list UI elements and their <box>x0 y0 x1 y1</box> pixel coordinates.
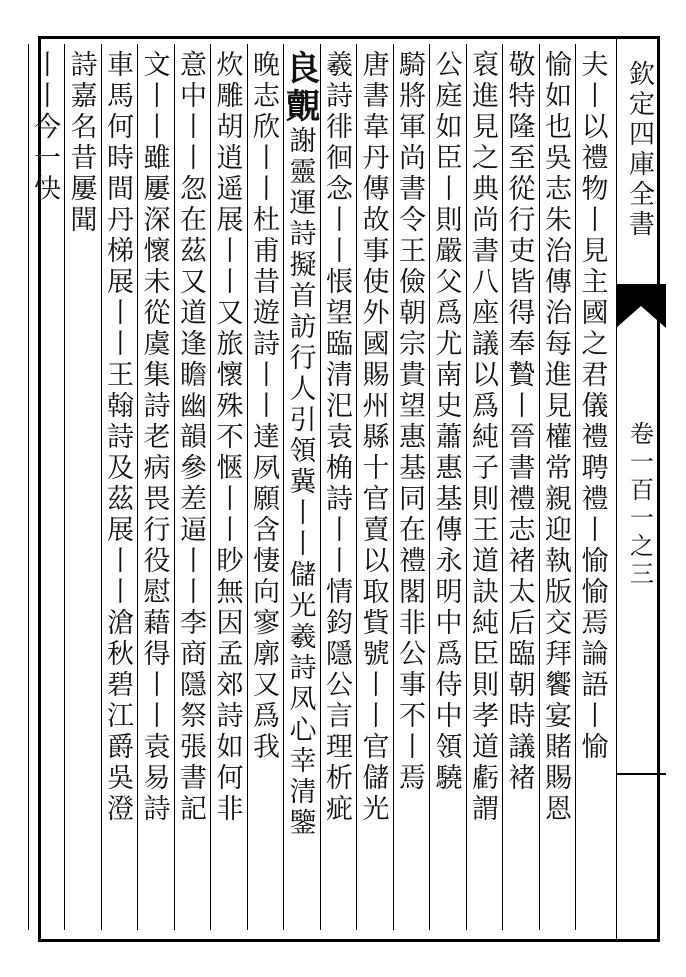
text-column-4: 裒 進 見 之 典 尚 書 八 座 議 以 爲 純 子 則 王 道 訣 純 臣 則 孝 道 虧 謂 <box>472 50 500 825</box>
text-column-15: 詩 嘉 名 昔 屢 聞 <box>70 50 99 236</box>
text-column-9: 良 覿 謝 靈 運 詩 擬 首 訪 行 人 引 領 冀 丨 丨 儲 光 羲 詩 凤 心 幸 清 鑒 <box>286 49 321 839</box>
column-rule <box>28 44 29 930</box>
text-column-2: 愉 如 也 吳 志 朱 治 傳 治 每 進 見 權 常 親 迎 執 版 交 拜 饗 宴 賭 賜 恩 <box>545 50 573 825</box>
volume-label: 卷一百一之三 <box>630 420 654 588</box>
text-column-1: 夫 丨 以 禮 物 丨 見 主 國 之 君 儀 禮 聘 禮 丨 愉 愉 焉 論 語 丨 愉 <box>581 50 610 763</box>
fish-tail-mark <box>616 284 666 344</box>
bottom-bracket-mark <box>616 760 666 790</box>
book-title: 欽定四庫全書 <box>628 60 655 240</box>
text-column-13: 文 丨 丨 雖 屢 深 懷 未 從 虞 集 詩 老 病 畏 行 役 慰 藉 得 丨 丨 袁 易 詩 <box>143 50 172 825</box>
text-column-16: 丨 丨 今 一 快 <box>34 50 62 205</box>
text-column-11: 炊 雕 胡 逍 遥 展 丨 丨 又 旅 懷 殊 不 愜 丨 丨 眇 無 因 孟 郊 詩 如 何 非 <box>216 50 245 825</box>
text-column-8: 羲 詩 徘 徊 念 丨 丨 悵 望 臨 清 汜 袁 桷 詩 丨 丨 情 鈞 隱 公 言 理 析 疵 <box>326 50 354 825</box>
text-column-7: 唐 書 韋 丹 傳 故 事 使 外 國 賜 州 縣 十 官 賣 以 取 貲 號 丨 丨 官 儲 光 <box>362 50 391 825</box>
text-column-12: 意 中 丨 丨 忽 在 茲 又 道 逢 瞻 幽 韻 參 差 逼 丨 丨 李 商 隱 祭 張 書 記 <box>180 50 208 825</box>
text-column-6: 騎 將 軍 尚 書 令 王 儉 朝 宗 貴 望 惠 基 同 在 禮 閣 非 公 事 不 丨 焉 <box>399 50 427 794</box>
text-column-10: 晚 志 欣 丨 丨 杜 甫 昔 遊 詩 丨 丨 達 夙 願 含 悽 向 寥 廓 又 爲 我 <box>253 50 281 763</box>
text-column-3: 敬 特 隆 至 從 行 吏 皆 得 奉 贄 丨 晉 書 禮 志 褚 太 后 臨 朝 時 議 褚 <box>508 50 537 794</box>
text-column-5: 公 庭 如 臣 丨 則 嚴 父 爲 尤 南 史 蕭 惠 基 傳 永 明 中 爲 侍 中 領 驍 <box>435 50 464 794</box>
text-column-14: 車 馬 何 時 間 丹 梯 展 丨 丨 王 翰 詩 及 茲 展 丨 丨 滄 秋 碧 江 爵 吳 澄 <box>107 50 135 825</box>
